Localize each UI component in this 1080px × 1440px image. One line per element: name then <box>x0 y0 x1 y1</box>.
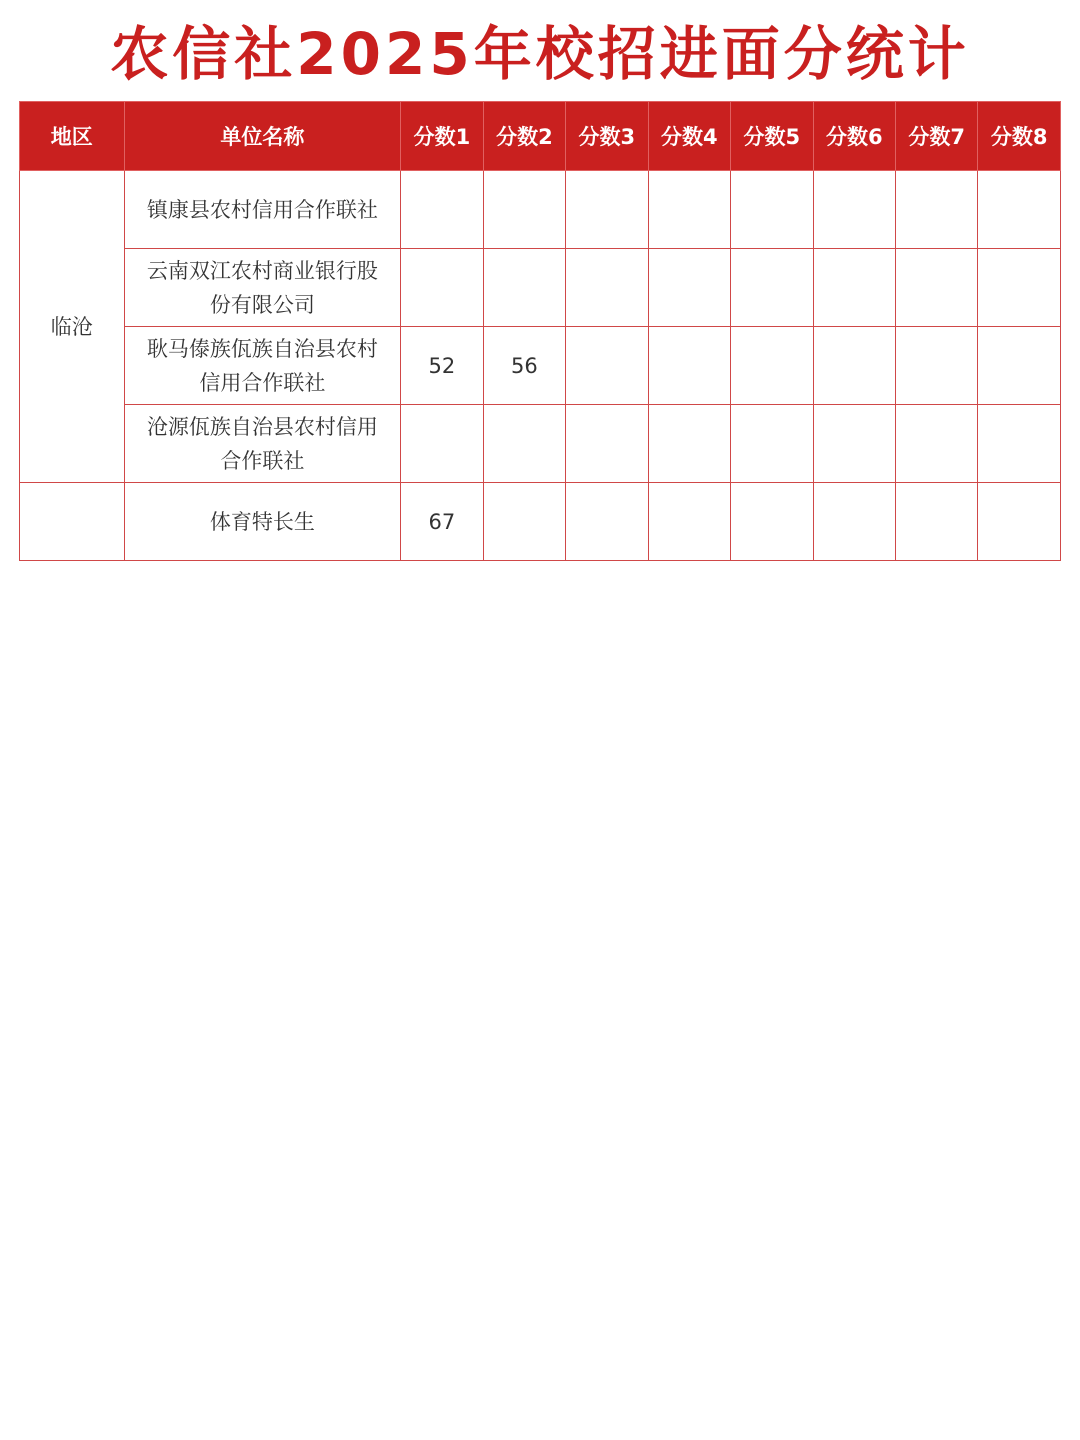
region-cell <box>20 483 125 561</box>
score-cell <box>401 249 483 327</box>
score-cell <box>648 249 730 327</box>
header-score-8: 分数8 <box>978 102 1061 171</box>
header-score-4: 分数4 <box>648 102 730 171</box>
table-header-row <box>20 102 1061 171</box>
table-row <box>20 405 1061 483</box>
header-score-2: 分数2 <box>483 102 565 171</box>
unit-name-cell: 云南双江农村商业银行股份有限公司 <box>124 249 401 327</box>
score-cell <box>483 171 565 249</box>
region-cell: 临沧 <box>20 171 125 483</box>
score-cell <box>813 171 895 249</box>
score-cell <box>896 483 978 561</box>
score-cell <box>566 405 648 483</box>
page-title: 农信社2025年校招进面分统计 <box>110 20 970 88</box>
header-score-5: 分数5 <box>731 102 813 171</box>
score-cell <box>566 171 648 249</box>
score-cell <box>978 249 1061 327</box>
score-cell <box>731 171 813 249</box>
score-cell <box>483 249 565 327</box>
table-row <box>20 327 1061 405</box>
score-cell <box>813 249 895 327</box>
header-score-6: 分数6 <box>813 102 895 171</box>
score-cell <box>896 249 978 327</box>
header-score-7: 分数7 <box>896 102 978 171</box>
score-cell <box>813 327 895 405</box>
score-cell <box>978 327 1061 405</box>
score-cell <box>731 249 813 327</box>
score-cell <box>566 249 648 327</box>
score-cell <box>731 327 813 405</box>
score-cell <box>896 327 978 405</box>
unit-name-cell: 体育特长生 <box>124 483 401 561</box>
unit-name-cell: 镇康县农村信用合作联社 <box>124 171 401 249</box>
unit-name-cell: 沧源佤族自治县农村信用合作联社 <box>124 405 401 483</box>
score-cell <box>731 405 813 483</box>
score-cell <box>401 171 483 249</box>
score-cell <box>483 483 565 561</box>
header-score-1: 分数1 <box>401 102 483 171</box>
score-cell <box>978 483 1061 561</box>
score-cell <box>978 171 1061 249</box>
header-score-3: 分数3 <box>566 102 648 171</box>
table-row <box>20 249 1061 327</box>
score-cell <box>648 171 730 249</box>
score-cell: 52 <box>401 327 483 405</box>
score-cell <box>566 327 648 405</box>
table-row <box>20 483 1061 561</box>
score-cell <box>896 405 978 483</box>
header-unit: 单位名称 <box>124 102 401 171</box>
table-row <box>20 171 1061 249</box>
score-cell <box>648 327 730 405</box>
score-cell <box>731 483 813 561</box>
score-cell: 67 <box>401 483 483 561</box>
header-region: 地区 <box>20 102 125 171</box>
score-cell <box>648 405 730 483</box>
score-cell: 56 <box>483 327 565 405</box>
score-cell <box>813 483 895 561</box>
score-cell <box>978 405 1061 483</box>
score-cell <box>813 405 895 483</box>
score-cell <box>648 483 730 561</box>
unit-name-cell: 耿马傣族佤族自治县农村信用合作联社 <box>124 327 401 405</box>
score-cell <box>896 171 978 249</box>
score-cell <box>401 405 483 483</box>
score-cell <box>566 483 648 561</box>
score-table <box>19 101 1061 561</box>
score-cell <box>483 405 565 483</box>
